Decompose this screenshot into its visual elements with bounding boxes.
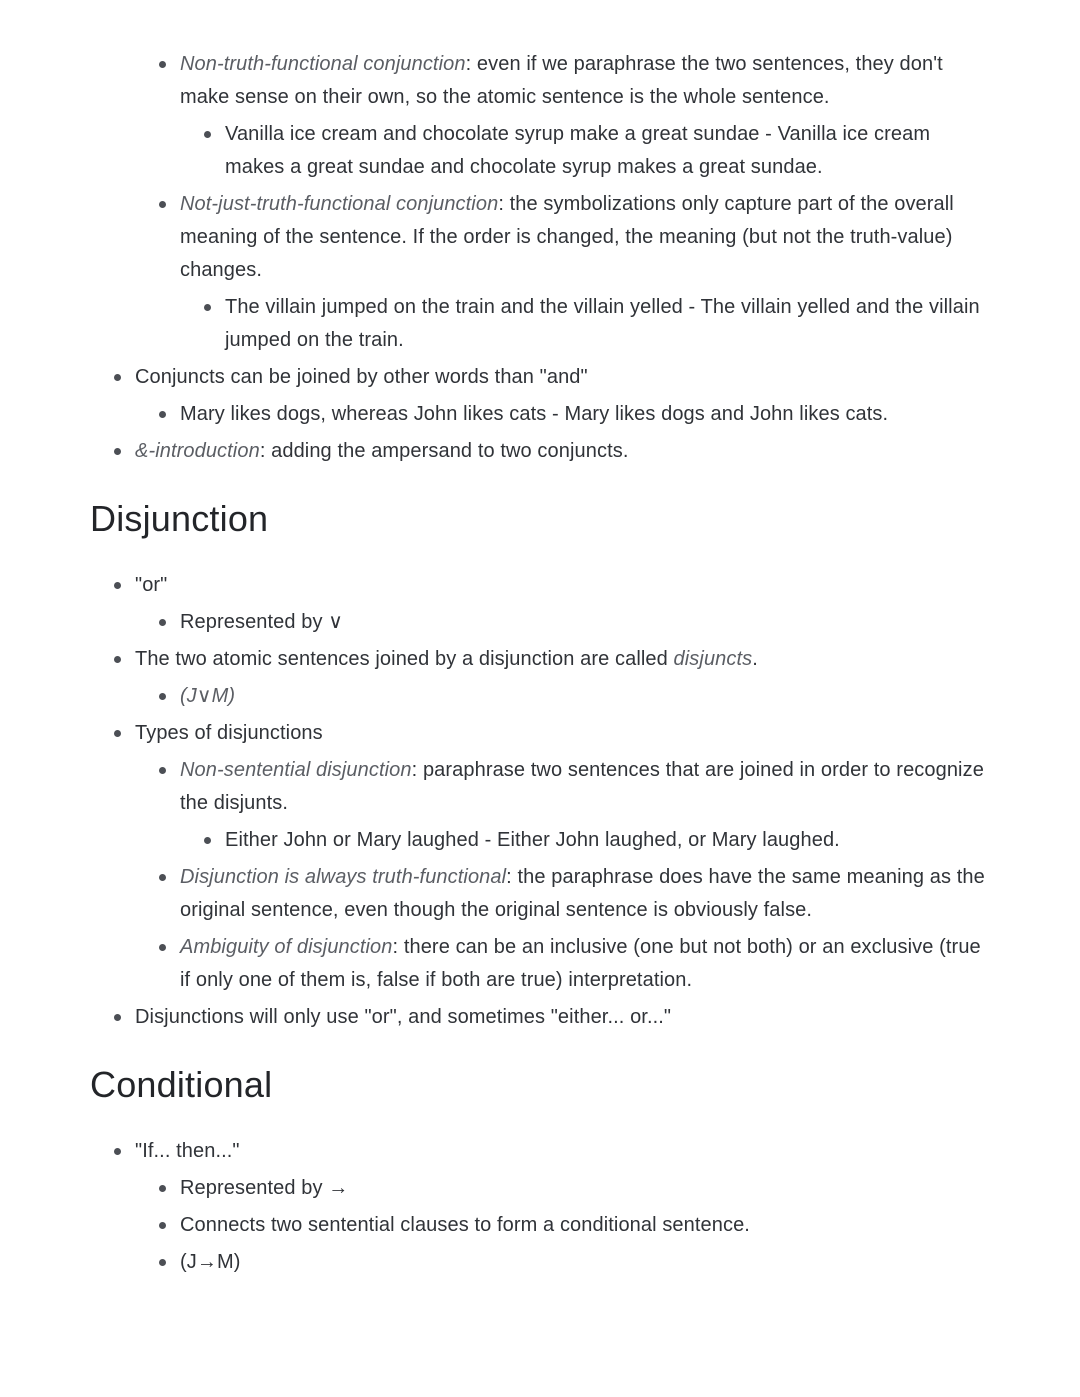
item-term: (J∨M) — [180, 684, 236, 707]
bullet-icon — [159, 874, 166, 881]
item-text: Represented by ∨ — [180, 610, 343, 633]
bullet-icon — [114, 730, 121, 737]
list-item — [90, 289, 988, 359]
item-text: The villain jumped on the train and the villain yelled - The villain yelled and the villain jumped on the train. — [225, 296, 980, 351]
item-text: Mary likes dogs, whereas John likes cats - Mary likes dogs and John likes cats. — [180, 403, 889, 425]
list-item — [90, 752, 988, 822]
item-text: : the paraphrase does have the same meaning as the original sentence, even though the original sentence is obviously false. — [180, 865, 985, 921]
list-item — [90, 1244, 988, 1281]
bullet-icon — [159, 619, 166, 626]
item-text: "or" — [135, 573, 168, 596]
list-item — [90, 929, 988, 999]
item-text: : paraphrase two sentences that are joined in order to recognize the disjunts. — [180, 758, 984, 814]
list-item — [90, 359, 988, 396]
list-item — [90, 822, 988, 859]
bullet-icon — [159, 693, 166, 700]
list-item — [90, 1170, 988, 1207]
bullet-icon — [114, 448, 121, 455]
item-term: disjuncts — [673, 647, 753, 670]
section-heading-conditional: Conditional — [90, 1063, 273, 1105]
bullet-icon — [159, 1185, 166, 1192]
item-term: Non-sentential disjunction — [180, 758, 412, 781]
list-item — [90, 186, 988, 289]
item-text: Conjuncts can be joined by other words than "and" — [135, 366, 588, 388]
item-text: Disjunctions will only use "or", and sometimes "either... or..." — [135, 1005, 672, 1028]
item-text: Either John or Mary laughed - Either John laughed, or Mary laughed. — [225, 828, 840, 851]
list-item — [90, 567, 988, 604]
bullet-icon — [159, 1222, 166, 1229]
bullet-icon — [159, 767, 166, 774]
item-term: Non-truth-functional conjunction — [180, 53, 466, 75]
list-item — [90, 1133, 988, 1170]
bullet-icon — [204, 131, 211, 138]
bullet-icon — [114, 1014, 121, 1021]
item-term: Ambiguity of disjunction — [180, 935, 393, 958]
item-text: : adding the ampersand to two conjuncts. — [259, 440, 629, 462]
list-item — [90, 715, 988, 752]
list-item — [90, 116, 988, 186]
bullet-icon — [159, 201, 166, 208]
item-text: . — [752, 647, 758, 670]
item-text: Vanilla ice cream and chocolate syrup make a great sundae - Vanilla ice cream makes a great sundae and chocolate syrup makes a great sundae. — [225, 123, 931, 178]
bullet-icon — [114, 1148, 121, 1155]
list-item — [90, 604, 988, 641]
bullet-icon — [159, 411, 166, 418]
bullet-icon — [159, 61, 166, 68]
item-text: "If... then..." — [135, 1139, 240, 1162]
list-item — [90, 433, 988, 470]
item-text: (J→M) — [180, 1250, 241, 1273]
item-text: Connects two sentential clauses to form a conditional sentence. — [180, 1213, 750, 1236]
list-item — [90, 859, 988, 929]
bullet-icon — [204, 304, 211, 311]
item-text: : even if we paraphrase the two sentences, they don't make sense on their own, so the atomic sentence is the whole sentence. — [180, 53, 943, 108]
bullet-icon — [114, 582, 121, 589]
item-text: : the symbolizations only capture part of the overall meaning of the sentence. If the order is changed, the meaning (but not the truth-value) changes. — [180, 193, 954, 281]
bullet-icon — [159, 944, 166, 951]
bullet-icon — [204, 837, 211, 844]
item-text: The two atomic sentences joined by a disjunction are called — [135, 647, 674, 670]
item-term: &-introduction — [135, 440, 260, 462]
bullet-icon — [114, 656, 121, 663]
list-item — [90, 396, 988, 433]
item-text: Types of disjunctions — [135, 721, 323, 744]
list-item — [90, 1207, 988, 1244]
list-item — [90, 678, 988, 715]
list-item — [90, 641, 988, 678]
item-term: Not-just-truth-functional conjunction — [180, 193, 499, 215]
list-item — [90, 46, 988, 116]
item-text: : there can be an inclusive (one but not both) or an exclusive (true if only one of them is, false if both are true) interpretation. — [180, 935, 981, 991]
bullet-icon — [114, 374, 121, 381]
item-text: Represented by → — [180, 1176, 349, 1199]
list-item — [90, 999, 988, 1036]
bullet-icon — [159, 1259, 166, 1266]
item-term: Disjunction is always truth-functional — [180, 865, 507, 888]
section-heading-disjunction: Disjunction — [90, 498, 269, 539]
